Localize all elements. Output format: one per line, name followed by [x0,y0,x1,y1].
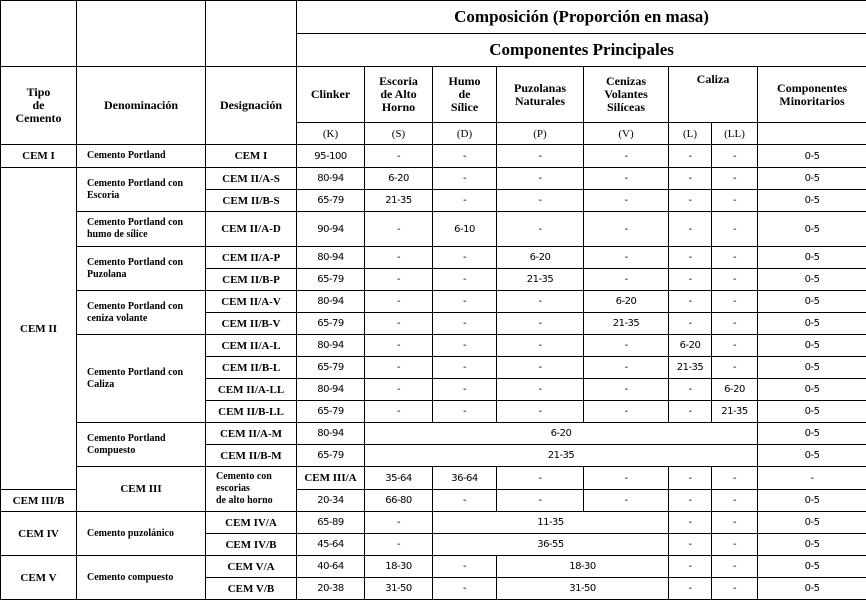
value-l: - [669,212,712,247]
value-v: - [584,247,669,269]
value-merged-d-to-v: 36-55 [433,534,669,556]
denomination-line: de alto horno [216,495,273,506]
value-l: - [669,291,712,313]
denomination-line: Puzolana [87,268,127,280]
value-k: 80-94 [297,168,365,190]
designation: CEM II/B-V [206,313,297,335]
value-v: - [584,190,669,212]
value-p: - [497,190,584,212]
table-row [1,467,866,490]
value-ll: - [712,534,758,556]
escoria-line: Escoria [379,74,418,88]
column-header-designacion: Designación [206,67,297,145]
value-min: 0-5 [758,490,866,512]
value-ll: - [712,556,758,578]
minoritarios-line: Componentes [777,80,848,95]
value-merged-d-to-v: 11-35 [433,512,669,534]
value-l: - [669,556,712,578]
value-min: 0-5 [758,190,866,212]
value-p: - [584,467,669,490]
value-merged-p-to-v: 18-30 [497,556,669,578]
value-v: 6-20 [584,291,669,313]
value-k: 80-94 [297,423,365,445]
value-min: 0-5 [758,313,866,335]
column-header-denominacion: Denominación [77,67,206,145]
value-l: - [669,379,712,401]
humo-line: Humo [448,74,481,88]
puzolanas-line: Puzolanas [513,80,566,95]
value-k: 65-79 [297,445,365,467]
cement-type: CEM III [77,467,206,512]
value-ll: - [712,512,758,534]
designation: CEM II/B-S [206,190,297,212]
code-blank [758,123,866,145]
denomination: Cemento Portland [77,145,206,168]
value-min: 0-5 [758,269,866,291]
value-d: - [433,335,497,357]
value-s: 18-30 [365,556,433,578]
cenizas-line: Silíceas [607,100,645,114]
value-min: 0-5 [758,556,866,578]
code-ll: (LL) [712,123,758,145]
value-d: 6-10 [433,212,497,247]
value-p: 6-20 [497,247,584,269]
value-ll: - [712,357,758,379]
cenizas-line: Cenizas [606,74,646,88]
value-ll: 6-20 [712,379,758,401]
designation: CEM I [206,145,297,168]
value-v: 21-35 [584,313,669,335]
value-k: 65-79 [297,357,365,379]
value-merged-s-to-ll: 6-20 [365,423,758,445]
value-k: 80-94 [297,335,365,357]
value-d: - [433,313,497,335]
value-s: - [365,512,433,534]
value-s: 66-80 [365,490,433,512]
value-d: - [433,556,497,578]
code-v: (V) [584,123,669,145]
value-v: - [584,335,669,357]
value-k: 65-79 [297,401,365,423]
code-p: (P) [497,123,584,145]
value-ll: - [712,313,758,335]
value-l: - [669,512,712,534]
value-s: 21-35 [365,190,433,212]
designation: CEM II/A-L [206,335,297,357]
denomination [77,247,206,291]
designation: CEM IV/B [206,534,297,556]
cement-type: CEM II [1,168,77,490]
denomination [77,291,206,335]
value-ll: - [712,490,758,512]
value-l: - [669,145,712,168]
value-p: - [497,291,584,313]
table-row [1,335,866,357]
value-k: 40-64 [297,556,365,578]
denomination-line: Cemento Portland con [87,177,184,189]
table-row [1,512,866,534]
designation: CEM II/A-V [206,291,297,313]
value-k: 80-94 [297,379,365,401]
value-merged-p-to-v: 31-50 [497,578,669,600]
value-p: - [497,335,584,357]
value-v: - [669,467,712,490]
value-s: - [365,534,433,556]
value-k: 20-38 [297,578,365,600]
value-l: - [669,269,712,291]
value-min: 0-5 [758,534,866,556]
column-header-escoria [365,67,433,123]
value-min: 0-5 [758,379,866,401]
designation: CEM II/A-D [206,212,297,247]
designation: CEM III/B [1,490,77,512]
header-blank-denominacion [77,1,206,67]
denomination-line: ceniza volante [87,312,148,324]
denomination-line: Cemento Portland con [87,256,184,268]
denomination: Cemento compuesto [77,556,206,600]
column-header-puzolanas [497,67,584,123]
denomination-line: Caliza [87,378,115,390]
denomination [206,467,297,512]
value-s: - [365,269,433,291]
value-d: - [433,357,497,379]
value-d: - [433,490,497,512]
denomination-line: Cemento Portland con [87,217,184,228]
code-l: (L) [669,123,712,145]
value-min: 0-5 [758,335,866,357]
value-k: 95-100 [297,145,365,168]
value-l: - [669,490,712,512]
value-min: 0-5 [758,168,866,190]
value-d: - [433,401,497,423]
tipo-line: Tipo [26,85,51,99]
value-p: - [497,212,584,247]
column-header-cenizas [584,67,669,123]
column-header-tipo [1,67,77,145]
designation: CEM II/B-L [206,357,297,379]
value-p: 21-35 [497,269,584,291]
value-k: 80-94 [297,247,365,269]
value-ll: 21-35 [712,401,758,423]
denomination [77,212,206,247]
value-l: - [669,168,712,190]
value-v: - [584,379,669,401]
value-d: - [497,467,584,490]
designation: CEM II/B-LL [206,401,297,423]
value-p: - [497,357,584,379]
value-ll: - [712,335,758,357]
value-min: 0-5 [758,423,866,445]
tipo-line: Cemento [15,111,62,125]
cement-type: CEM I [1,145,77,168]
value-d: - [433,168,497,190]
value-ll: - [758,467,866,490]
code-k: (K) [297,123,365,145]
table-row [1,247,866,269]
value-ll: - [712,578,758,600]
cement-type: CEM V [1,556,77,600]
value-s: - [365,247,433,269]
value-d: - [433,247,497,269]
composition-title: Composición (Proporción en masa) [297,1,866,34]
escoria-line: Horno [381,100,416,114]
denomination-line: humo de sílice [87,229,148,240]
value-s: - [365,401,433,423]
value-l: 21-35 [669,357,712,379]
value-k: 20-34 [297,490,365,512]
denomination [77,168,206,212]
value-d: - [433,578,497,600]
designation: CEM III/A [297,467,365,490]
value-min: 0-5 [758,247,866,269]
value-k: 65-89 [297,512,365,534]
denomination-line: Cemento con escorias [216,471,272,494]
table-row [1,168,866,190]
header-blank-designacion [206,1,297,67]
value-ll: - [712,145,758,168]
value-s: - [365,313,433,335]
escoria-line: de Alto [380,87,417,101]
denomination [77,423,206,467]
designation: CEM II/B-M [206,445,297,467]
value-s: 31-50 [365,578,433,600]
column-header-caliza: Caliza [669,67,758,123]
denomination-line: Cemento Portland [87,432,166,444]
value-p: - [497,313,584,335]
column-header-clinker: Clinker [297,67,365,123]
value-k: 65-79 [297,190,365,212]
value-v: - [584,490,669,512]
value-l: - [669,190,712,212]
humo-line: Sílice [450,100,479,114]
table-row [1,423,866,445]
value-l: - [712,467,758,490]
tipo-line: de [32,98,45,112]
value-min: 0-5 [758,357,866,379]
designation: CEM V/A [206,556,297,578]
value-s: - [365,335,433,357]
code-s: (S) [365,123,433,145]
value-d: - [433,190,497,212]
value-min: 0-5 [758,212,866,247]
denomination [77,335,206,423]
puzolanas-line: Naturales [515,93,565,108]
value-v: - [584,168,669,190]
value-s: - [365,212,433,247]
value-l: - [669,313,712,335]
humo-line: de [458,87,471,101]
value-ll: - [712,269,758,291]
value-k: 90-94 [297,212,365,247]
value-p: - [497,168,584,190]
value-k: 45-64 [297,534,365,556]
value-l: - [669,247,712,269]
value-d: - [433,145,497,168]
value-v: - [584,357,669,379]
column-header-minoritarios [758,67,866,123]
table-row [1,556,866,578]
table-row [1,212,866,247]
cenizas-line: Volantes [604,87,648,101]
denomination-line: Escoria [87,189,120,201]
value-p: - [497,379,584,401]
column-header-humo [433,67,497,123]
value-ll: - [712,168,758,190]
value-l: 6-20 [669,335,712,357]
value-l: - [669,578,712,600]
value-p: - [497,490,584,512]
denomination-line: Cemento Portland con [87,300,184,312]
value-v: - [584,145,669,168]
designation: CEM II/A-LL [206,379,297,401]
value-min: 0-5 [758,145,866,168]
value-k: 35-64 [365,467,433,490]
value-min: 0-5 [758,512,866,534]
value-p: - [497,145,584,168]
value-merged-s-to-ll: 21-35 [365,445,758,467]
minoritarios-line: Minoritarios [779,93,845,108]
value-min: 0-5 [758,291,866,313]
main-components-title: Componentes Principales [297,34,866,67]
value-ll: - [712,212,758,247]
value-min: 0-5 [758,401,866,423]
value-k: 65-79 [297,313,365,335]
designation: CEM II/A-S [206,168,297,190]
value-min: 0-5 [758,578,866,600]
value-ll: - [712,247,758,269]
designation: CEM II/A-M [206,423,297,445]
value-v: - [584,401,669,423]
value-ll: - [712,291,758,313]
value-v: - [584,269,669,291]
designation: CEM IV/A [206,512,297,534]
value-s: - [365,291,433,313]
denomination-line: Cemento Portland con [87,366,184,378]
denomination: Cemento puzolánico [77,512,206,556]
value-l: - [669,534,712,556]
table-row [1,145,866,168]
value-ll: - [712,190,758,212]
value-s: - [365,379,433,401]
value-v: - [584,212,669,247]
value-d: - [433,291,497,313]
table-row [1,291,866,313]
value-d: - [433,379,497,401]
value-s: 6-20 [365,168,433,190]
value-l: - [669,401,712,423]
designation: CEM II/A-P [206,247,297,269]
value-s: 36-64 [433,467,497,490]
value-k: 65-79 [297,269,365,291]
cement-type: CEM IV [1,512,77,556]
value-p: - [497,401,584,423]
designation: CEM II/B-P [206,269,297,291]
value-s: - [365,357,433,379]
value-s: - [365,145,433,168]
code-d: (D) [433,123,497,145]
value-k: 80-94 [297,291,365,313]
denomination-line: Compuesto [87,444,136,456]
header-blank-tipo [1,1,77,67]
value-d: - [433,269,497,291]
value-min: 0-5 [758,445,866,467]
designation: CEM V/B [206,578,297,600]
